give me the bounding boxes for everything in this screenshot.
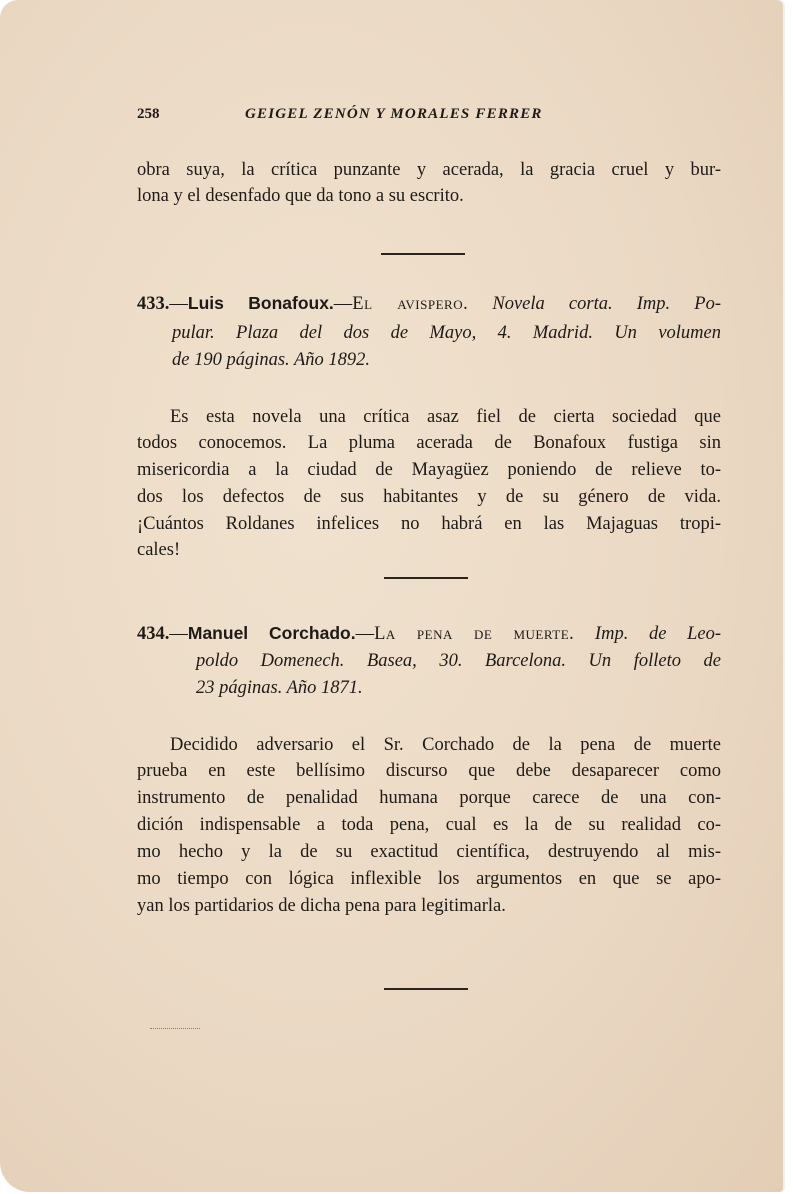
entry-434-heading: 434.—Manuel Corchado.—La pena de muerte. Imp. de Leo- [137, 623, 721, 644]
entry-imprint: Novela corta. Imp. Po- [492, 294, 722, 314]
paragraph-line: dos los defectos de sus habitantes y de su género de vida. [137, 487, 721, 507]
paragraph-line: ¡Cuántos Roldanes infelices no habrá en las Majaguas tropi- [137, 514, 721, 534]
paragraph-line: Es esta novela una crítica asaz fiel de cierta sociedad que [170, 407, 721, 427]
entry-author: Manuel Corchado. [187, 623, 356, 643]
section-divider [384, 577, 468, 579]
entry-title: El avispero. [352, 294, 469, 314]
intro-line: lona y el desenfado que da tono a su escrito. [137, 186, 464, 206]
section-divider [384, 988, 468, 990]
paragraph-line: instrumento de penalidad humana porque carece de una con- [137, 788, 721, 808]
entry-number: 434. [137, 624, 170, 644]
entry-imprint-line: 23 páginas. Año 1871. [196, 678, 363, 698]
paragraph-line: cales! [137, 540, 181, 560]
entry-number: 433. [137, 294, 170, 314]
paragraph-line: mo hecho y la de su exactitud científica, destruyendo al mis- [137, 842, 721, 862]
entry-433-heading: 433.—Luis Bonafoux.—El avispero. Novela corta. Imp. Po- [137, 293, 722, 314]
paragraph-line: misericordia a la ciudad de Mayagüez poniendo de relieve to- [137, 460, 721, 480]
paragraph-line: yan los partidarios de dicha pena para legitimarla. [137, 896, 506, 916]
entry-imprint: Imp. de Leo- [594, 624, 721, 644]
paragraph-line: prueba en este bellísimo discurso que debe desaparecer como [137, 761, 721, 781]
section-divider [381, 253, 465, 255]
paragraph-line: todos conocemos. La pluma acerada de Bonafoux fustiga sin [137, 433, 721, 453]
page-number: 258 [137, 106, 160, 122]
paper-smudge [150, 1028, 200, 1031]
paragraph-line: mo tiempo con lógica inflexible los argumentos en que se apo- [137, 869, 721, 889]
entry-imprint-line: poldo Domenech. Basea, 30. Barcelona. Un folleto de [196, 651, 721, 671]
intro-line: obra suya, la crítica punzante y acerada, la gracia cruel y bur- [137, 160, 721, 180]
entry-author: Luis Bonafoux. [187, 293, 334, 313]
running-head [137, 106, 600, 128]
entry-imprint-line: pular. Plaza del dos de Mayo, 4. Madrid. Un volumen [172, 323, 721, 343]
paragraph-line: Decidido adversario el Sr. Corchado de la pena de muerte [170, 735, 721, 755]
paragraph-line: dición indispensable a toda pena, cual es la de su realidad co- [137, 815, 721, 835]
running-head-title: GEIGEL ZENÓN Y MORALES FERRER [245, 106, 543, 122]
entry-imprint-line: de 190 páginas. Año 1892. [172, 350, 371, 370]
entry-title: La pena de muerte. [374, 624, 575, 644]
